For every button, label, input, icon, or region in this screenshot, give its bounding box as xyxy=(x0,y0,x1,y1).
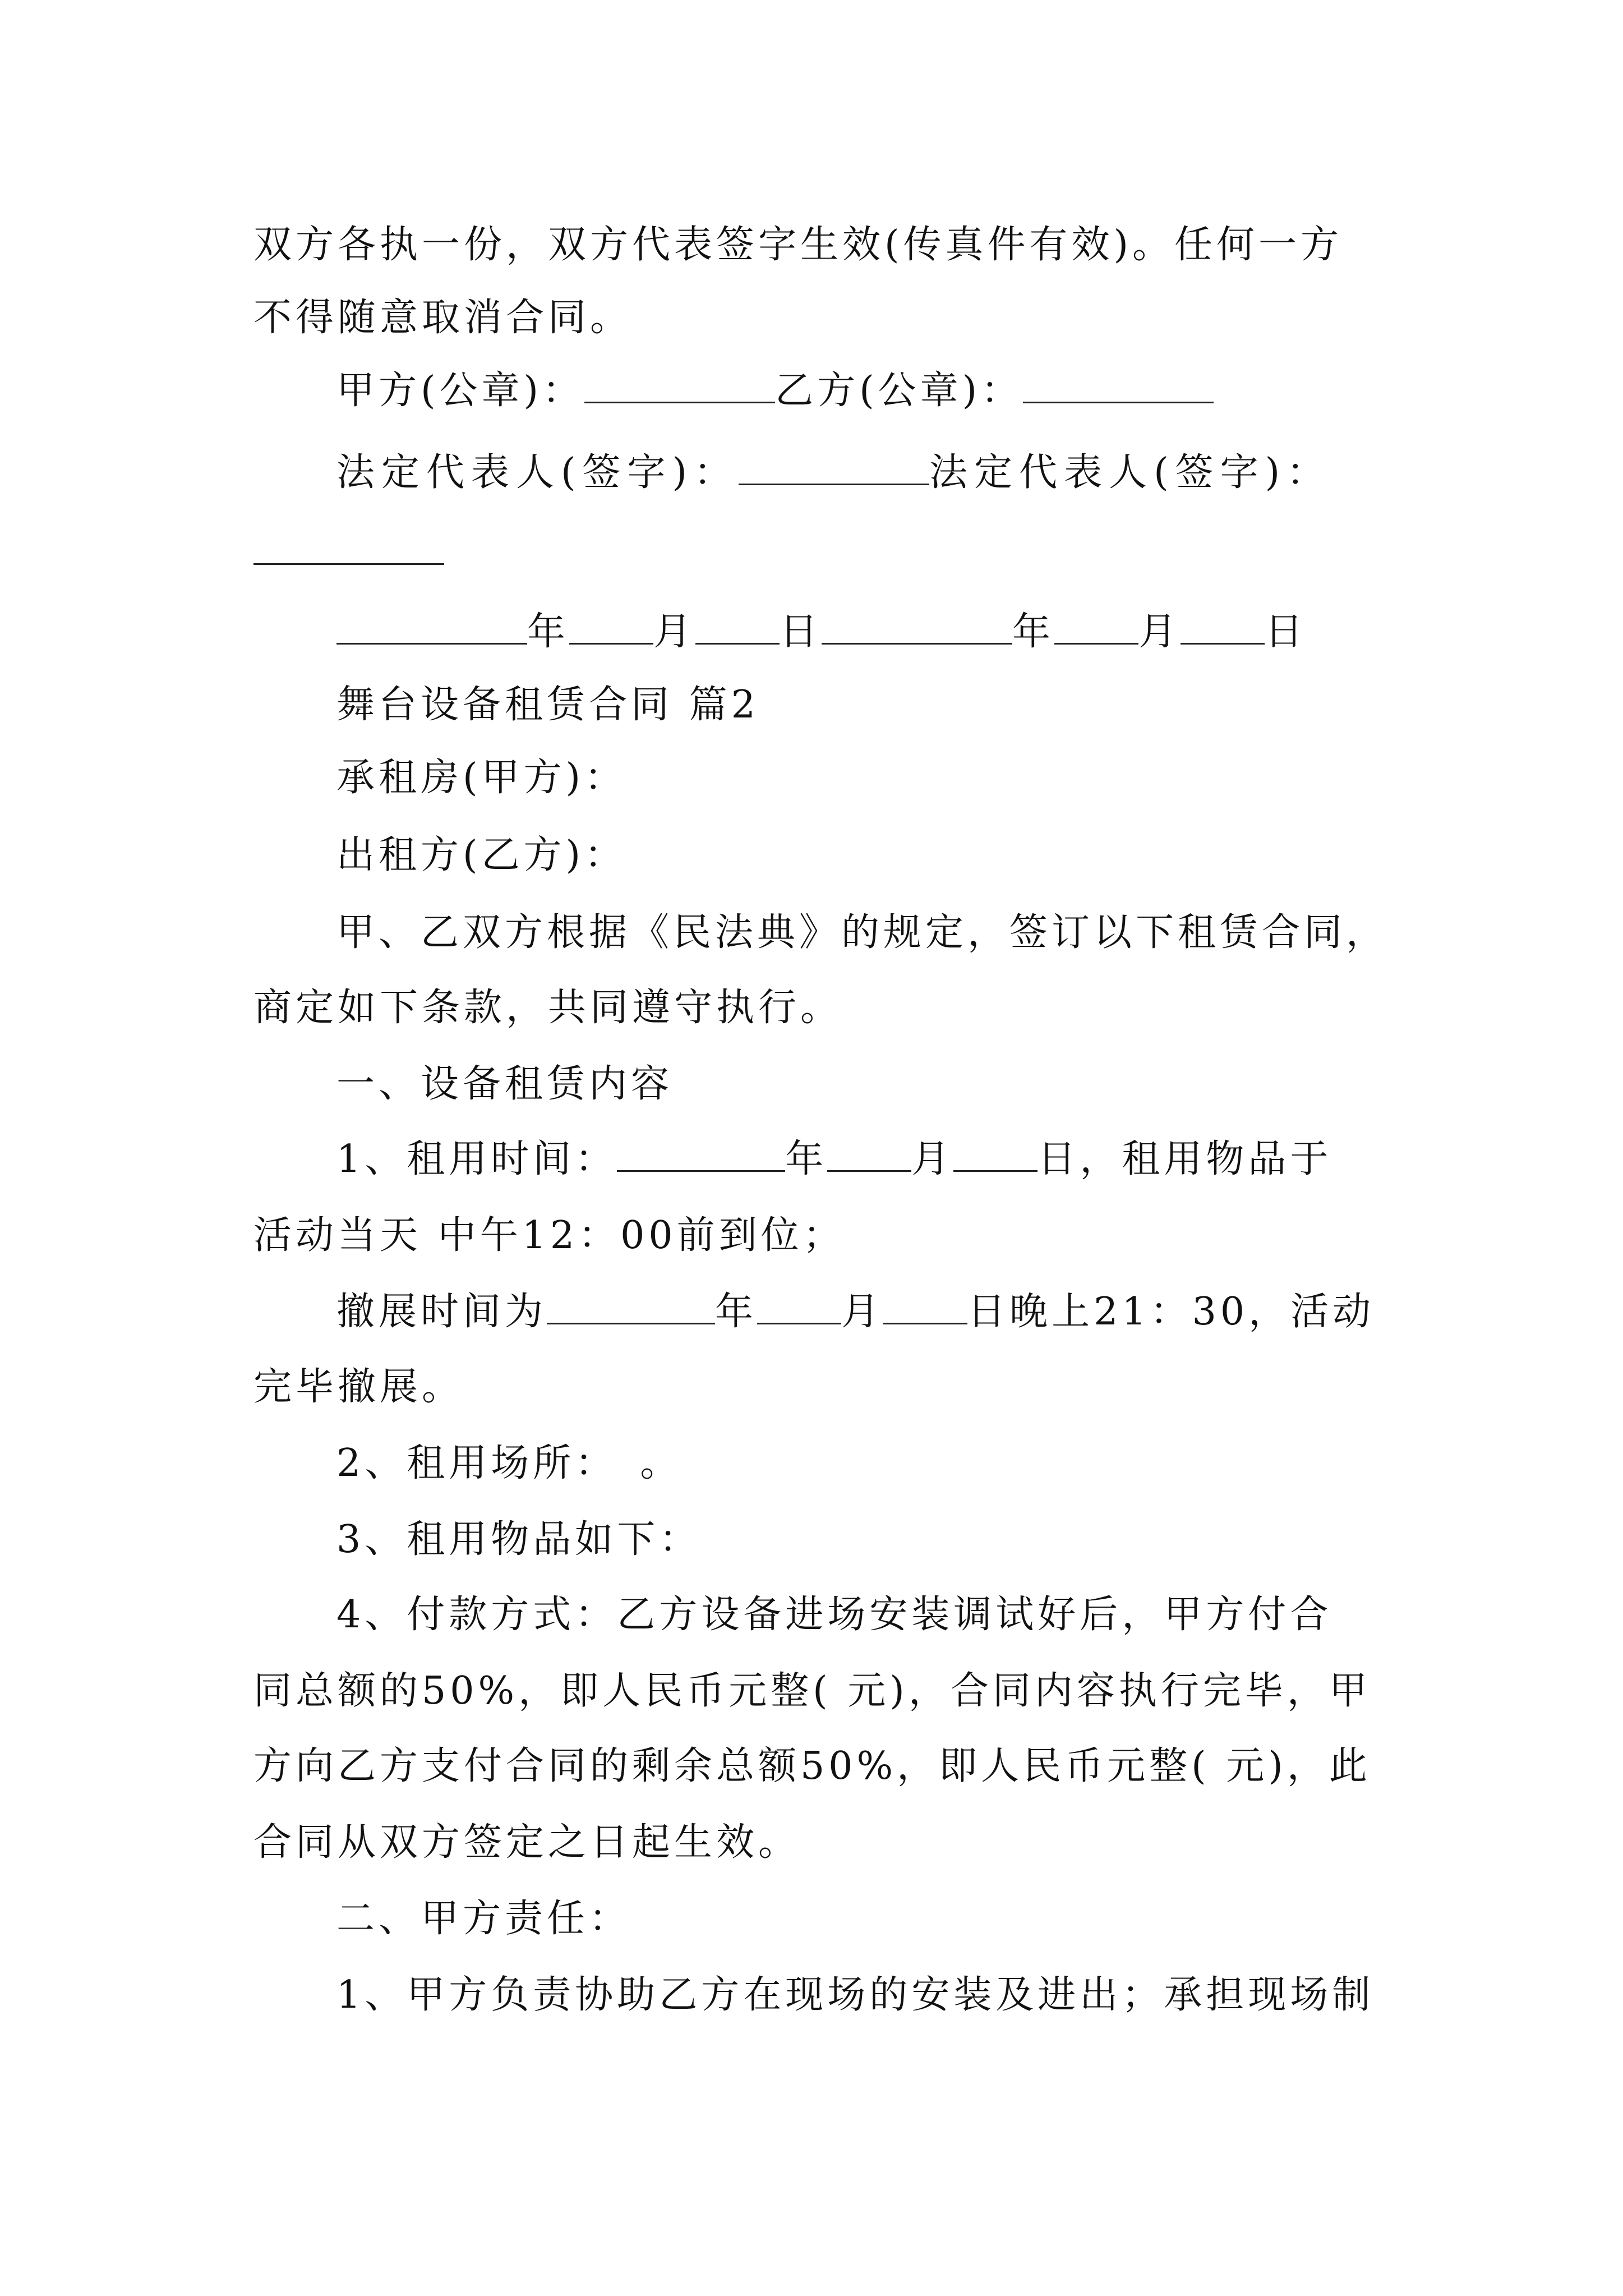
section-heading: 舞台设备租赁合同 篇2 xyxy=(336,683,759,727)
date-row xyxy=(336,607,1469,657)
month-label: 月 xyxy=(653,610,696,654)
date-month-blank xyxy=(569,607,653,645)
day-label: 日 xyxy=(780,610,822,654)
party-a-representative-label: 法定代表人(签字)： xyxy=(336,450,739,495)
day-label: 日 xyxy=(1038,1137,1080,1181)
day-label: 日 xyxy=(1265,610,1307,654)
date-day-blank xyxy=(695,607,780,645)
paragraph-line: 合同从双方签定之日起生效。 xyxy=(253,1820,801,1865)
section-title: 一、设备租赁内容 xyxy=(336,1062,674,1106)
paragraph-line: 同总额的50%，即人民币元整( 元)，合同内容执行完毕，甲 xyxy=(253,1669,1371,1713)
month-label: 月 xyxy=(1138,610,1181,654)
teardown-time-label: 撤展时间为 xyxy=(336,1290,547,1334)
representative-row xyxy=(336,448,1469,498)
party-b-seal-blank xyxy=(1023,366,1214,403)
party-b-representative-blank xyxy=(253,527,444,565)
paragraph-line: 甲、乙双方根据《民法典》的规定，签订以下租赁合同， xyxy=(336,910,1389,955)
signature-seal-row xyxy=(336,366,1469,416)
rental-venue: 2、租用场所： 。 xyxy=(336,1441,683,1485)
lessee-label: 承租房(甲方)： xyxy=(336,756,627,800)
month-label: 月 xyxy=(841,1290,884,1334)
representative-row-continued xyxy=(253,527,1386,578)
date-month-blank xyxy=(1054,607,1138,645)
party-a-seal-blank xyxy=(584,366,775,403)
teardown-day-blank xyxy=(883,1287,967,1324)
lessor-label: 出租方(乙方)： xyxy=(336,833,627,877)
paragraph-line: 不得随意取消合同。 xyxy=(253,296,633,340)
paragraph-line: 商定如下条款，共同遵守执行。 xyxy=(253,986,843,1030)
paragraph-line: 双方各执一份，双方代表签字生效(传真件有效)。任何一方 xyxy=(253,223,1343,267)
day-label: 日 xyxy=(967,1290,1010,1334)
teardown-year-blank xyxy=(547,1287,715,1324)
teardown-month-blank xyxy=(757,1287,841,1324)
party-b-seal-label: 乙方(公章)： xyxy=(775,369,1023,413)
date-day-blank xyxy=(1181,607,1265,645)
rental-month-blank xyxy=(827,1134,911,1172)
teardown-time-suffix: 晚上21：30，活动 xyxy=(1009,1290,1375,1334)
section-title: 二、甲方责任： xyxy=(336,1897,631,1941)
paragraph-line: 4、付款方式：乙方设备进场安装调试好后，甲方付合 xyxy=(336,1593,1332,1637)
party-a-seal-label: 甲方(公章)： xyxy=(336,369,585,413)
month-label: 月 xyxy=(911,1137,954,1181)
date-year-blank xyxy=(336,607,527,645)
rental-time-suffix: ，租用物品于 xyxy=(1080,1137,1332,1181)
year-label: 年 xyxy=(785,1137,828,1181)
rental-items: 3、租用物品如下： xyxy=(336,1517,702,1562)
year-label: 年 xyxy=(715,1290,758,1334)
year-label: 年 xyxy=(1012,610,1055,654)
rental-year-blank xyxy=(617,1134,785,1172)
paragraph-line: 完毕撤展。 xyxy=(253,1365,464,1409)
rental-time-row xyxy=(336,1134,1469,1185)
paragraph-line: 活动当天 中午12：00前到位； xyxy=(253,1213,845,1258)
teardown-time-row xyxy=(336,1287,1469,1337)
party-b-representative-label: 法定代表人(签字)： xyxy=(929,450,1332,495)
rental-day-blank xyxy=(953,1134,1038,1172)
party-a-representative-blank xyxy=(739,448,929,485)
rental-time-label: 1、租用时间： xyxy=(336,1137,617,1181)
year-label: 年 xyxy=(527,610,570,654)
date-year-blank xyxy=(822,607,1012,645)
paragraph-line: 方向乙方支付合同的剩余总额50%，即人民币元整( 元)，此 xyxy=(253,1744,1371,1788)
paragraph-line: 1、甲方负责协助乙方在现场的安装及进出；承担现场制 xyxy=(336,1973,1375,2017)
